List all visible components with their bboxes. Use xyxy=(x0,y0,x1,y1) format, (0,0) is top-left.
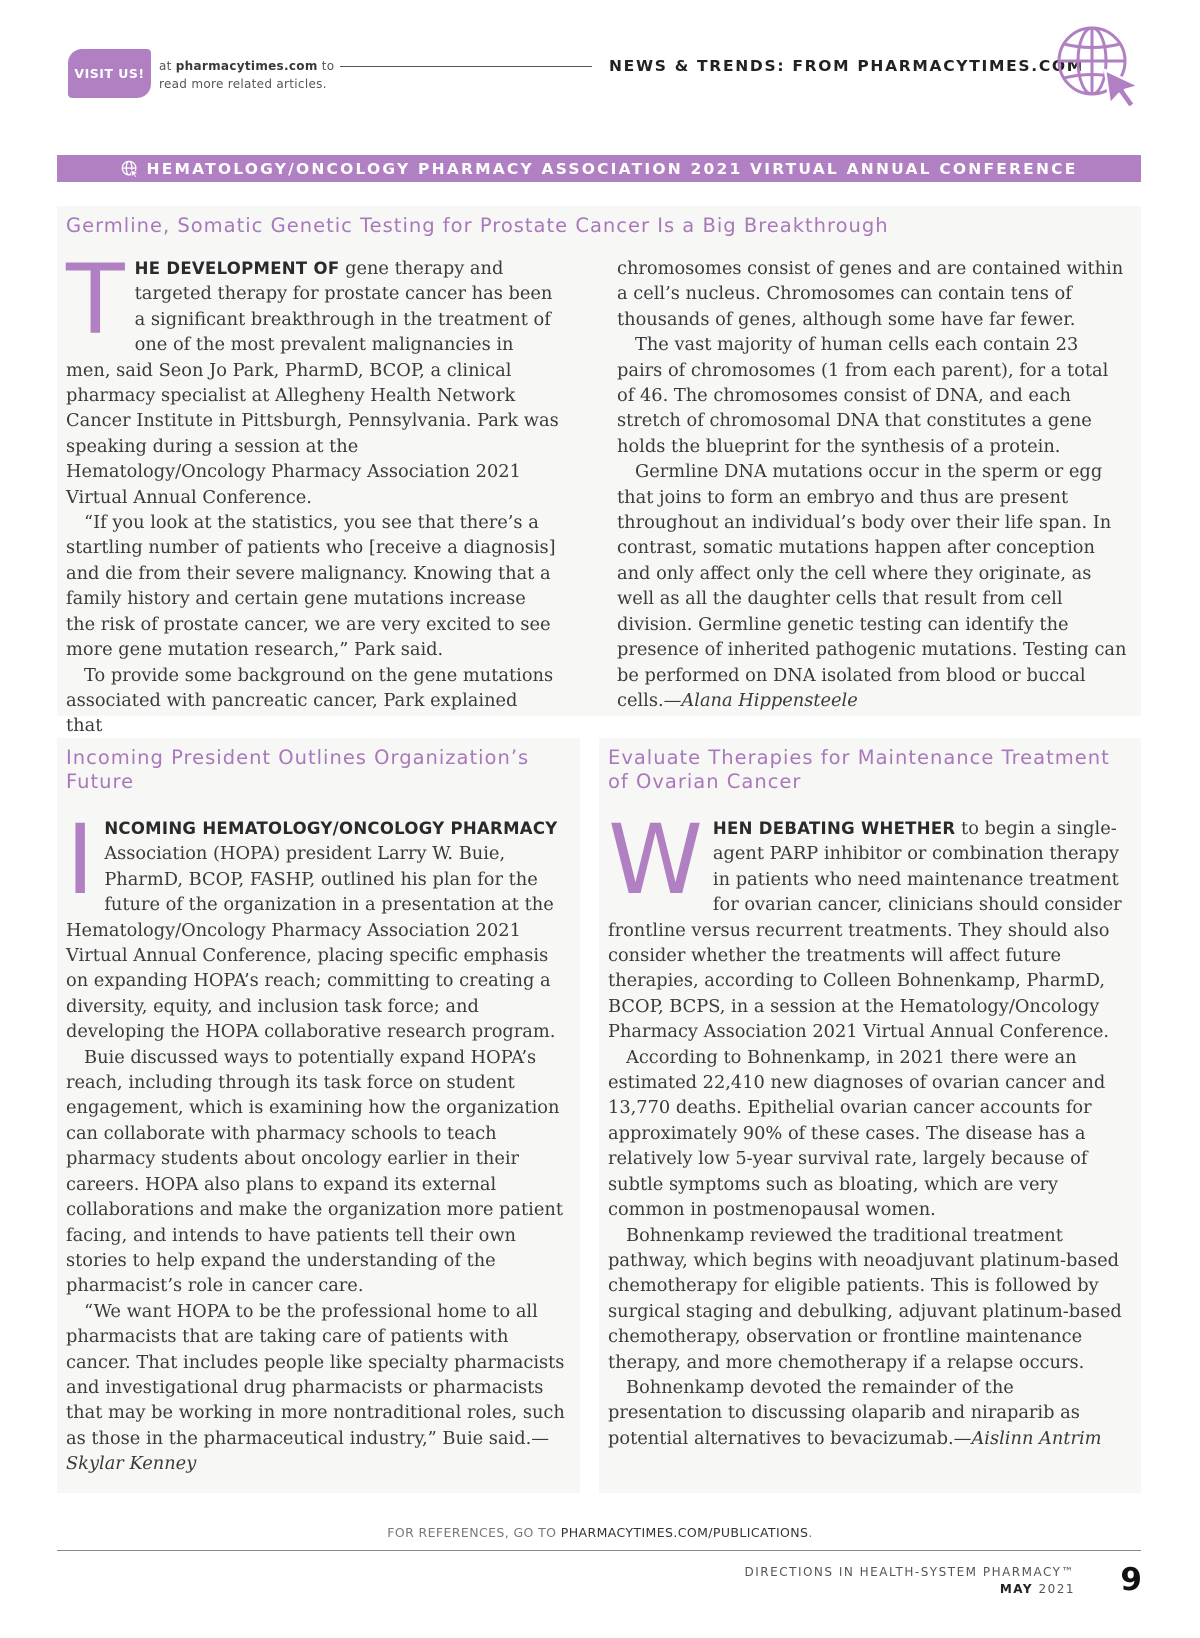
publication-month: MAY xyxy=(999,1582,1034,1596)
article-leadin: HE DEVELOPMENT OF xyxy=(134,259,340,278)
article-leadin: HEN DEBATING WHETHER xyxy=(712,819,956,838)
visit-us-text xyxy=(159,57,334,93)
visit-line1-suffix: to xyxy=(317,59,335,73)
article-paragraph: Bohnenkamp reviewed the traditional treatment pathway, which begins with neoadjuvant platinum-based chemotherapy for eligible patients. This is followed by surgical staging and debulking, adjuvant platinum-based chemotherapy, observation or frontline maintenance therapy, and more chemotherapy if a relapse occurs. xyxy=(608,1224,1122,1373)
globe-cursor-icon xyxy=(1055,24,1145,110)
drop-cap: T xyxy=(66,244,125,356)
paragraph-text: gene therapy and targeted therapy for prostate cancer has been a significant breakthrough in the treatment of one of the most prevalent malignancies in men, said Seon Jo Park, PharmD, BCOP, a clinical pharmacy specialist at Allegheny Health Network Cancer Institute in Pittsburgh, Pennsylvania. Park was speaking during a session at the Hematology/Oncology Pharmacy Association 2021 Virtual Annual Conference. xyxy=(66,258,559,508)
article-headline: Evaluate Therapies for Maintenance Treatment of Ovarian Cancer xyxy=(608,746,1110,793)
article-byline: Skylar Kenney xyxy=(66,1453,197,1475)
article-paragraph: According to Bohnenkamp, in 2021 there were an estimated 22,410 new diagnoses of ovarian cancer and 13,770 deaths. Epithelial ovarian cancer accounts for approximately 90% of these cases. The disease has a relatively low 5-year survival rate, largely because of subtle symptoms such as bloating, which are very common in postmenopausal women. xyxy=(608,1046,1106,1221)
visit-line2: read more related articles. xyxy=(159,77,327,91)
section-title: NEWS & TRENDS: FROM PHARMACYTIMES.COM xyxy=(609,57,1084,75)
article-paragraph xyxy=(608,804,1133,1045)
article-byline: Aislinn Antrim xyxy=(971,1427,1102,1449)
article-byline: Alana Hippensteele xyxy=(681,689,858,711)
article-paragraph xyxy=(66,244,559,510)
article-paragraph xyxy=(608,1375,1133,1451)
article-headline: Incoming President Outlines Organization’s Future xyxy=(66,746,530,793)
article-headline: Germline, Somatic Genetic Testing for Prostate Cancer Is a Big Breakthrough xyxy=(66,214,889,237)
header-rule xyxy=(340,66,592,67)
visit-site-link[interactable]: pharmacytimes.com xyxy=(175,59,318,73)
references-link[interactable]: PHARMACYTIMES.COM/PUBLICATIONS xyxy=(560,1525,809,1540)
article-column-right xyxy=(617,256,1127,711)
publication-year: 2021 xyxy=(1038,1582,1075,1596)
globe-icon xyxy=(121,160,139,178)
visit-us-badge[interactable]: VISIT US! xyxy=(68,49,151,98)
footer-rule xyxy=(57,1550,1141,1551)
drop-cap: W xyxy=(608,804,703,916)
drop-cap: I xyxy=(66,804,95,916)
article-paragraph: “If you look at the statistics, you see that there’s a startling number of patients who [receive a diagnosis] and die from their severe malignancy. Knowing that a family history and certain gene mutations increase the risk of prostate cancer, we are very excited to see more gene mutation research,” Park said. xyxy=(66,512,556,661)
references-note xyxy=(0,1525,1200,1540)
paragraph-text: “We want HOPA to be the professional home to all pharmacists that are taking care of patients with cancer. That includes people like specialty pharmacists and investigational drug pharmacists or pharmacists that may be working in more nontraditional roles, such as those in the pharmaceutical industry,” Buie said.— xyxy=(66,1300,565,1449)
banner-title: HEMATOLOGY/ONCOLOGY PHARMACY ASSOCIATION 2021 VIRTUAL ANNUAL CONFERENCE xyxy=(146,159,1078,178)
article-leadin: NCOMING HEMATOLOGY/ONCOLOGY PHARMACY xyxy=(104,819,558,838)
article-column xyxy=(608,804,1133,1476)
article-paragraph xyxy=(66,1299,571,1477)
article-column-left xyxy=(66,244,559,737)
references-suffix: . xyxy=(808,1525,813,1540)
article-column xyxy=(66,804,571,1476)
conference-banner xyxy=(57,155,1141,182)
article-paragraph: chromosomes consist of genes and are contained within a cell’s nucleus. Chromosomes can contain tens of thousands of genes, although some have far fewer. xyxy=(617,258,1124,330)
publication-date xyxy=(745,1581,1075,1598)
publication-info xyxy=(745,1564,1075,1598)
article-paragraph xyxy=(66,804,571,1045)
article-paragraph: The vast majority of human cells each contain 23 pairs of chromosomes (1 from each parent), for a total of 46. The chromosomes consist of DNA, and each stretch of chromosomal DNA that constitutes a gene holds the blueprint for the synthesis of a protein. xyxy=(617,334,1109,457)
article-hopa-president xyxy=(57,738,580,1493)
page-number: 9 xyxy=(1120,1562,1142,1598)
article-paragraph: To provide some background on the gene mutations associated with pancreatic cancer, Park explained that xyxy=(66,664,554,737)
paragraph-text: Association (HOPA) president Larry W. Buie, PharmD, BCOP, FASHP, outlined his plan for the future of the organization in a presentation at the Hematology/Oncology Pharmacy Association 2021 Virtual Annual Conference, placing specific emphasis on expanding HOPA’s reach; committing to creating a diversity, equity, and inclusion task force; and developing the HOPA collaborative research program. xyxy=(66,843,556,1043)
article-prostate-cancer xyxy=(57,206,1141,737)
paragraph-text: Bohnenkamp devoted the remainder of the presentation to discussing olaparib and niraparib as potential alternatives to bevacizumab.— xyxy=(608,1376,1080,1449)
article-ovarian-cancer xyxy=(599,738,1141,1493)
paragraph-text: to begin a single-agent PARP inhibitor or combination therapy in patients who need maintenance treatment for ovarian cancer, clinicians should consider frontline versus recurrent treatments. They should also consider whether the treatments will affect future therapies, according to Colleen Bohnenkamp, PharmD, BCOP, BCPS, in a session at the Hematology/Oncology Pharmacy Association 2021 Virtual Annual Conference. xyxy=(608,818,1122,1043)
visit-site-prefix: at xyxy=(159,59,176,73)
paragraph-text: Germline DNA mutations occur in the sperm or egg that joins to form an embryo and thus are present throughout an individual’s body over their life span. In contrast, somatic mutations happen after conception and only affect only the cell where they originate, as well as all the daughter cells that result from cell division. Germline genetic testing can identify the presence of inherited pathogenic mutations. Testing can be performed on DNA isolated from blood or buccal cells.— xyxy=(617,461,1127,711)
article-paragraph: Buie discussed ways to potentially expand HOPA’s reach, including through its task force on student engagement, which is examining how the organization can collaborate with pharmacy schools to teach pharmacy students about oncology earlier in their careers. HOPA also plans to expand its external collaborations and make the organization more patient facing, and intends to have patients tell their own stories to help expand the understanding of the pharmacist’s role in cancer care. xyxy=(66,1046,563,1297)
article-paragraph xyxy=(617,459,1127,713)
publication-name: DIRECTIONS IN HEALTH-SYSTEM PHARMACY™ xyxy=(744,1565,1075,1579)
references-prefix: FOR REFERENCES, GO TO xyxy=(387,1525,561,1540)
